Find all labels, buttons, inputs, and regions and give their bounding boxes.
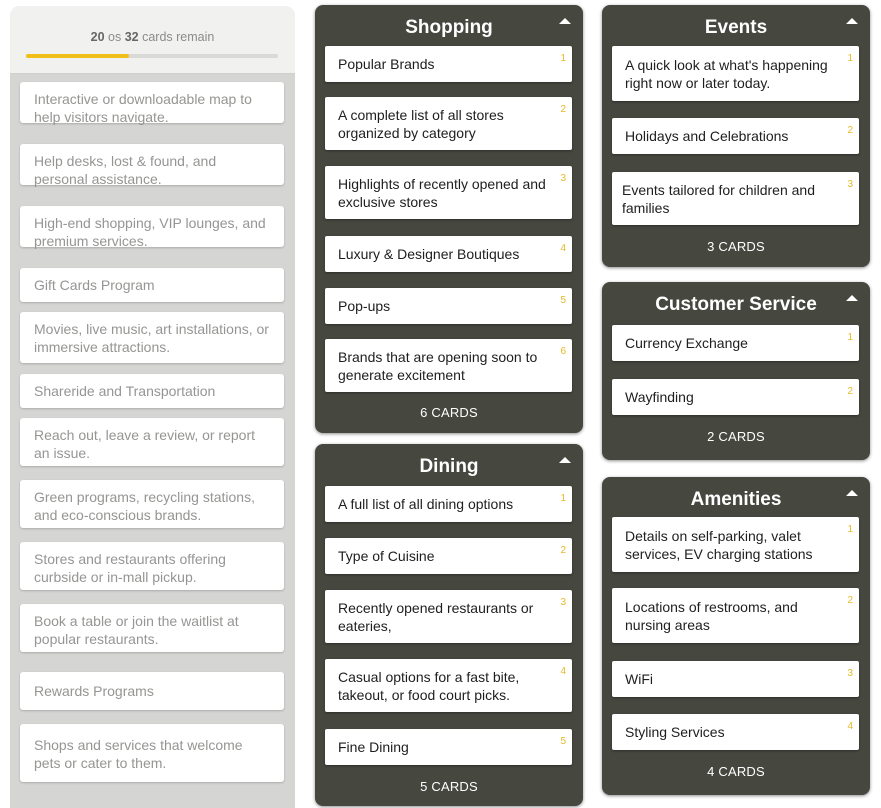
card-rank: 4 xyxy=(847,721,853,732)
card-text: A complete list of all stores organized by category xyxy=(338,106,504,141)
collapse-button[interactable] xyxy=(844,487,860,499)
card-text: Highlights of recently opened and exclusive stores xyxy=(338,175,546,210)
card-count: 4 CARDS xyxy=(707,764,765,779)
card-rank: 1 xyxy=(847,332,853,343)
category-title: Events xyxy=(704,17,768,38)
chevron-up-icon xyxy=(844,292,860,304)
card-text: Type of Cuisine xyxy=(338,548,435,564)
card-text: Brands that are opening soon to generate excitement xyxy=(338,348,538,383)
category-dining[interactable] xyxy=(315,444,583,806)
category-amenities[interactable] xyxy=(602,477,870,795)
category-title: Amenities xyxy=(690,489,782,510)
category-card[interactable] xyxy=(612,661,859,697)
unsorted-card[interactable]: Green programs, recycling stations, and eco-conscious brands. xyxy=(20,480,284,528)
card-rank: 1 xyxy=(847,53,853,64)
category-card[interactable] xyxy=(612,118,859,154)
progress-text xyxy=(10,30,295,44)
card-count: 5 CARDS xyxy=(420,779,478,794)
category-card[interactable] xyxy=(612,379,859,415)
card-text: Casual options for a fast bite, takeout, or food court picks. xyxy=(338,668,520,703)
card-count: 6 CARDS xyxy=(420,405,478,420)
category-customer-service[interactable] xyxy=(602,282,870,460)
category-card[interactable] xyxy=(612,46,859,101)
unsorted-card[interactable]: Interactive or downloadable map to help visitors navigate. xyxy=(20,82,284,123)
card-text: Wayfinding xyxy=(625,389,694,405)
unsorted-cards-panel xyxy=(10,6,295,808)
progress-fill xyxy=(26,54,129,58)
unsorted-card[interactable]: Shops and services that welcome pets or cater to them. xyxy=(20,724,284,782)
category-card[interactable] xyxy=(325,46,572,82)
category-card[interactable] xyxy=(325,166,572,219)
chevron-up-icon xyxy=(844,15,860,27)
card-rank: 2 xyxy=(847,595,853,606)
unsorted-card[interactable]: High-end shopping, VIP lounges, and premium services. xyxy=(20,206,284,247)
card-text: Locations of restrooms, and nursing areas xyxy=(625,598,798,633)
sorted-count: 20 xyxy=(90,30,105,44)
category-title: Shopping xyxy=(405,17,493,38)
card-text: Styling Services xyxy=(625,724,725,740)
card-text: Details on self-parking, valet services, EV charging stations xyxy=(625,527,813,562)
card-text: Luxury & Designer Boutiques xyxy=(338,246,520,262)
unsorted-card[interactable]: Rewards Programs xyxy=(20,672,284,710)
card-rank: 3 xyxy=(560,597,566,608)
unsorted-card[interactable]: Shareride and Transportation xyxy=(20,374,284,408)
category-card[interactable] xyxy=(612,517,859,572)
card-rank: 3 xyxy=(560,173,566,184)
card-rank: 3 xyxy=(847,179,853,190)
unsorted-card[interactable]: Movies, live music, art installations, or immersive attractions. xyxy=(20,312,284,363)
card-rank: 2 xyxy=(847,125,853,136)
category-card[interactable] xyxy=(325,590,572,643)
collapse-button[interactable] xyxy=(557,454,573,466)
progress-header xyxy=(10,6,295,74)
category-card[interactable] xyxy=(325,486,572,522)
card-rank: 1 xyxy=(560,493,566,504)
category-card[interactable] xyxy=(325,659,572,712)
category-card[interactable] xyxy=(612,714,859,750)
card-text: Events tailored for children and families xyxy=(622,181,815,216)
card-text: Recently opened restaurants or eateries, xyxy=(338,599,534,634)
collapse-button[interactable] xyxy=(844,292,860,304)
chevron-up-icon xyxy=(557,15,573,27)
progress-bar xyxy=(26,54,278,58)
collapse-button[interactable] xyxy=(844,15,860,27)
category-card[interactable] xyxy=(325,729,572,765)
card-rank: 2 xyxy=(560,545,566,556)
card-rank: 1 xyxy=(560,53,566,64)
card-rank: 2 xyxy=(847,386,853,397)
card-count: 3 CARDS xyxy=(707,239,765,254)
card-rank: 6 xyxy=(560,346,566,357)
card-text: A full list of all dining options xyxy=(338,496,514,512)
category-shopping[interactable] xyxy=(315,5,583,433)
category-title: Customer Service xyxy=(655,294,817,315)
chevron-up-icon xyxy=(844,487,860,499)
card-rank: 5 xyxy=(560,736,566,747)
unsorted-card[interactable]: Stores and restaurants offering curbside or in-mall pickup. xyxy=(20,542,284,590)
card-text: A quick look at what's happening right now or later today. xyxy=(625,56,828,91)
collapse-button[interactable] xyxy=(557,15,573,27)
category-events[interactable] xyxy=(602,5,870,267)
of-word: os xyxy=(108,30,122,44)
category-card[interactable] xyxy=(325,236,572,272)
card-rank: 4 xyxy=(560,243,566,254)
card-text: Pop-ups xyxy=(338,298,391,314)
card-count: 2 CARDS xyxy=(707,429,765,444)
category-card[interactable] xyxy=(325,97,572,150)
card-rank: 2 xyxy=(560,104,566,115)
chevron-up-icon xyxy=(557,454,573,466)
unsorted-card[interactable]: Book a table or join the waitlist at popular restaurants. xyxy=(20,604,284,652)
unsorted-card[interactable]: Reach out, leave a review, or report an issue. xyxy=(20,418,284,466)
card-text: Popular Brands xyxy=(338,56,435,72)
category-card[interactable] xyxy=(325,339,572,392)
category-card[interactable] xyxy=(612,588,859,643)
card-text: Holidays and Celebrations xyxy=(625,128,789,144)
category-card[interactable] xyxy=(325,538,572,574)
category-card[interactable] xyxy=(325,288,572,324)
card-rank: 1 xyxy=(847,524,853,535)
category-title: Dining xyxy=(419,456,479,477)
unsorted-card[interactable]: Gift Cards Program xyxy=(20,268,284,302)
unsorted-card[interactable]: Help desks, lost & found, and personal assistance. xyxy=(20,144,284,185)
card-rank: 5 xyxy=(560,295,566,306)
category-card[interactable] xyxy=(612,172,859,225)
category-card[interactable] xyxy=(612,325,859,361)
card-rank: 3 xyxy=(847,668,853,679)
card-text: Fine Dining xyxy=(338,739,409,755)
remain-label: cards remain xyxy=(142,30,215,44)
card-rank: 4 xyxy=(560,666,566,677)
total-count: 32 xyxy=(124,30,139,44)
card-text: WiFi xyxy=(625,671,653,687)
card-text: Currency Exchange xyxy=(625,335,748,351)
